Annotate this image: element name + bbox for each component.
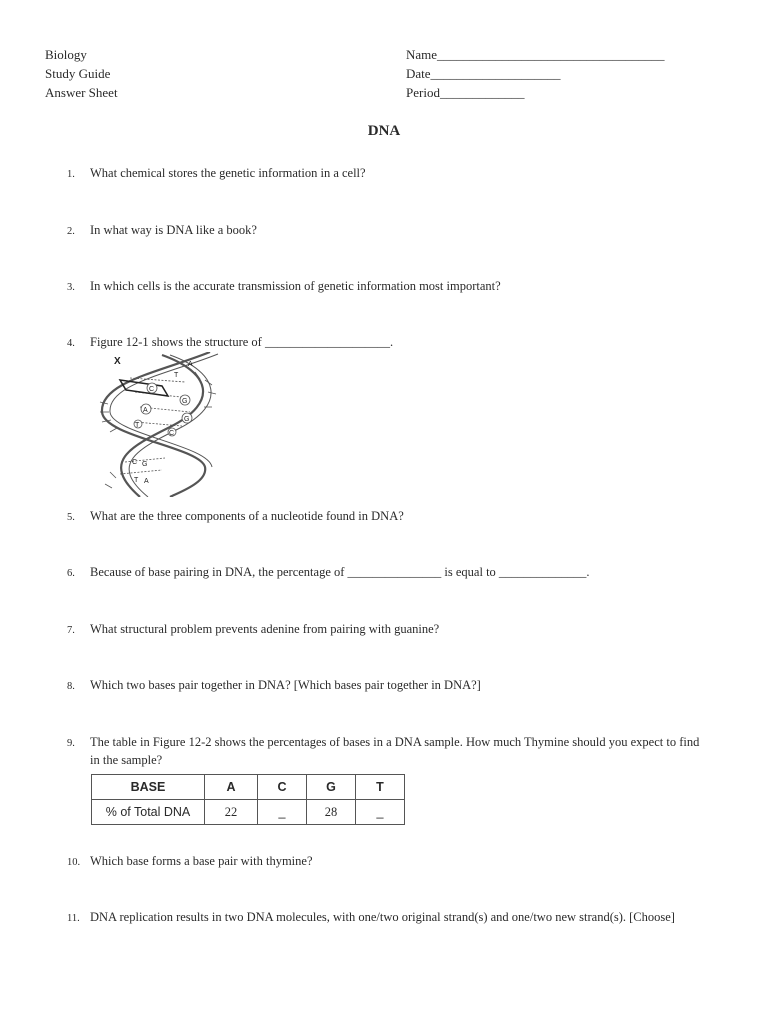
question-7 [67,620,707,640]
question-text: Figure 12-1 shows the structure of ____________________. [90,335,394,349]
question-text: In which cells is the accurate transmission of genetic information most important? [90,279,501,293]
table-cell: _ [258,800,307,825]
question-number: 7. [67,625,75,636]
question-text: What structural problem prevents adenine from pairing with guanine? [90,622,440,636]
base-label: T [135,422,140,429]
base-label: A [143,407,148,414]
question-8 [67,676,707,696]
question-text: Which two bases pair together in DNA? [Which bases pair together in DNA?] [90,678,481,692]
base-label: T [134,477,139,484]
question-number: 10. [67,857,81,868]
base-label: C [169,430,175,437]
question-4 [67,333,707,353]
question-11 [67,908,707,928]
table-header-cell: A [205,775,258,800]
question-text: What are the three components of a nucleotide found in DNA? [90,509,404,523]
question-number: 5. [67,512,75,523]
marker-x: X [114,356,121,367]
header-left [45,45,118,102]
course-label: Biology [45,47,87,62]
base-label: G [142,461,148,468]
table-header-row [92,775,405,800]
question-10 [67,852,707,872]
question-1 [67,164,707,184]
base-label: A [144,478,149,485]
table-header-cell: G [307,775,356,800]
period-field[interactable]: Period_____________ [406,85,525,100]
question-text: Because of base pairing in DNA, the percentage of _______________ is equal to ______________. [90,565,590,579]
table-row [92,800,405,825]
base-label: C [132,459,138,466]
page-title: DNA [367,123,401,139]
question-text: What chemical stores the genetic information in a cell? [90,166,366,180]
question-number: 1. [67,169,75,180]
question-text: The table in Figure 12-2 shows the percentages of bases in a DNA sample. How much Thymine should you expect to find in the sample? [90,735,700,767]
question-text: Which base forms a base pair with thymine? [90,854,313,868]
question-number: 8. [67,681,75,692]
question-number: 6. [67,568,75,579]
question-3 [67,277,707,297]
date-field[interactable]: Date____________________ [406,66,561,81]
question-2 [67,221,707,241]
base-label: T [174,372,179,379]
question-number: 4. [67,338,75,349]
sheet-label: Answer Sheet [45,85,118,100]
base-label: G [182,398,188,405]
table-header-cell: C [258,775,307,800]
doc-type-label: Study Guide [45,66,111,81]
question-number: 11. [67,913,80,924]
base-label: G [184,416,190,423]
question-5 [67,507,707,527]
question-text: In what way is DNA like a book? [90,223,257,237]
dna-helix-figure [90,352,230,502]
table-cell: 22 [205,800,258,825]
question-number: 3. [67,282,75,293]
table-cell: _ [356,800,405,825]
question-number: 9. [67,738,75,749]
base-label: C [149,386,155,393]
table-header-cell: BASE [92,775,205,800]
table-header-cell: T [356,775,405,800]
header-right [406,45,665,102]
question-9 [67,733,707,767]
table-cell: % of Total DNA [92,800,205,825]
question-number: 2. [67,226,75,237]
table-cell: 28 [307,800,356,825]
base-percentage-table [91,774,405,825]
base-label: A [188,361,193,368]
name-field[interactable]: Name___________________________________ [406,47,665,62]
question-text: DNA replication results in two DNA molecules, with one/two original strand(s) and one/two new strand(s). [Choose] [90,910,675,924]
question-6 [67,563,707,583]
